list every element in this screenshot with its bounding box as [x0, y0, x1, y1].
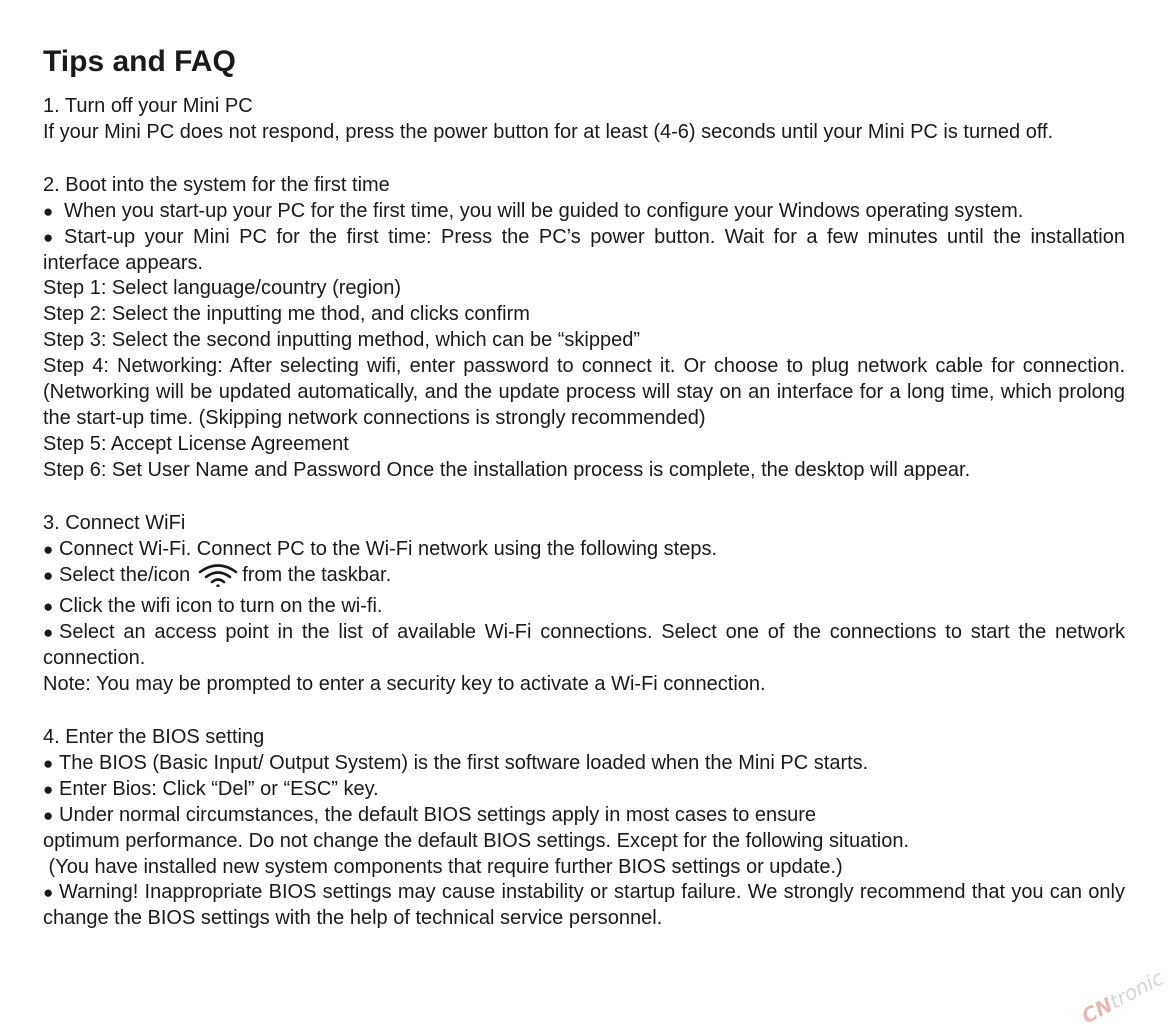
paragraph: (You have installed new system components that require further BIOS settings or update.)	[43, 855, 843, 878]
note: Note: You may be prompted to enter a security key to activate a Wi-Fi connection.	[43, 673, 766, 696]
section-turn-off	[43, 94, 1125, 146]
paragraph: optimum performance. Do not change the default BIOS settings. Except for the following situation.	[43, 829, 910, 852]
section-first-boot	[43, 173, 1125, 484]
bullet-item: ● Warning! Inappropriate BIOS settings may cause instability or startup failure. We strongly recommend that you can only change the BIOS settings with the help of technical service personnel.	[43, 881, 1125, 930]
step-item: Step 1: Select language/country (region)	[43, 277, 401, 300]
bullet-item: ● Start-up your Mini PC for the first time: Press the PC’s power button. Wait for a few minutes until the installation interface appears.	[43, 225, 1125, 274]
section-heading: 2. Boot into the system for the first time	[43, 173, 390, 196]
step-item: Step 6: Set User Name and Password Once the installation process is complete, the desktop will appear.	[43, 458, 971, 481]
wifi-icon	[198, 563, 238, 595]
step-item: Step 4: Networking: After selecting wifi, enter password to connect it. Or choose to plug network cable for connection. (Networking will be updated automatically, and the update process will stay on an interface for a long time, which prolong the start-up time. (Skipping network connections is strongly recommended)	[43, 355, 1125, 429]
bullet-icon: ●	[43, 227, 54, 247]
bullet-icon: ●	[43, 539, 54, 559]
bullet-icon: ●	[43, 753, 54, 773]
step-item: Step 3: Select the second inputting method, which can be “skipped”	[43, 329, 641, 352]
bullet-icon: ●	[43, 805, 54, 825]
section-bios	[43, 725, 1125, 932]
bullet-item: ● Click the wifi icon to turn on the wi-fi.	[43, 594, 1125, 620]
bullet-item: ● Under normal circumstances, the default BIOS settings apply in most cases to ensure	[43, 803, 1125, 829]
bullet-item: ● Enter Bios: Click “Del” or “ESC” key.	[43, 777, 1125, 803]
bullet-icon: ●	[43, 201, 54, 221]
bullet-icon: ●	[43, 597, 54, 617]
bullet-item: ● Select the/icon from the taskbar.	[43, 563, 1125, 595]
step-item: Step 2: Select the inputting me thod, and clicks confirm	[43, 303, 530, 326]
bullet-item: ● Select an access point in the list of available Wi-Fi connections. Select one of the connections to start the network connection.	[43, 621, 1125, 670]
section-connect-wifi	[43, 511, 1125, 698]
section-heading: 4. Enter the BIOS setting	[43, 726, 265, 749]
section-heading: 3. Connect WiFi	[43, 511, 186, 534]
page-title: Tips and FAQ	[43, 45, 236, 78]
bullet-icon: ●	[43, 565, 54, 585]
step-item: Step 5: Accept License Agreement	[43, 432, 349, 455]
bullet-icon: ●	[43, 883, 54, 903]
paragraph: If your Mini PC does not respond, press the power button for at least (4-6) seconds until your Mini PC is turned off.	[43, 120, 1054, 143]
bullet-item: ● Connect Wi-Fi. Connect PC to the Wi-Fi network using the following steps.	[43, 537, 1125, 563]
faq-document	[43, 42, 1125, 932]
bullet-item: ● The BIOS (Basic Input/ Output System) is the first software loaded when the Mini PC starts.	[43, 751, 1125, 777]
section-heading: 1. Turn off your Mini PC	[43, 95, 253, 117]
watermark-logo: CNtronic	[1077, 965, 1168, 1028]
bullet-icon: ●	[43, 779, 54, 799]
bullet-icon: ●	[43, 623, 54, 643]
bullet-item: ● When you start-up your PC for the first time, you will be guided to configure your Windows operating system.	[43, 199, 1125, 225]
